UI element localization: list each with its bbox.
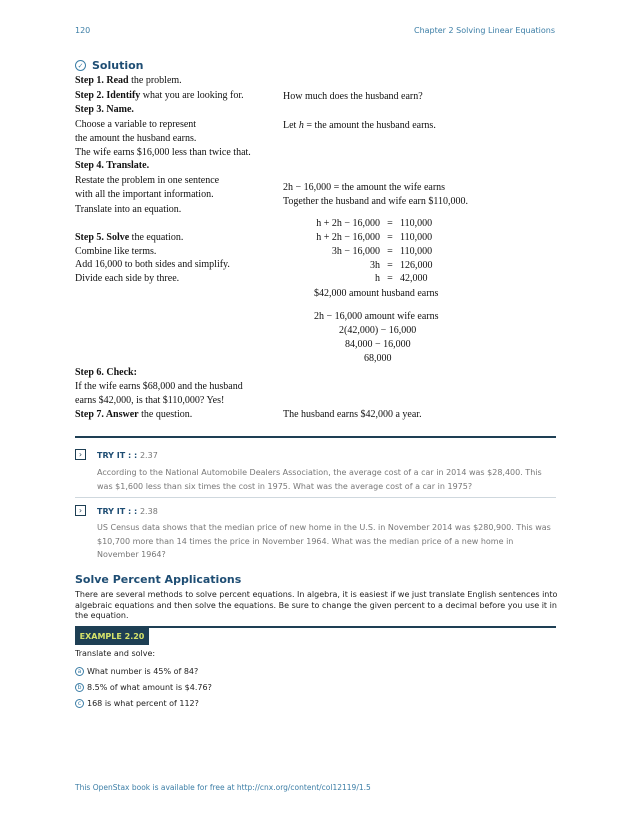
try-it-text-2: US Census data shows that the median price of new home in the U.S. in November 2014 was $280,900. This was $10,700 more than 14 times the price in November 1964. What was the median price of a new home in November 1964? <box>97 523 551 559</box>
step-6: Step 6. Check: <box>75 367 137 378</box>
example-item-b: b 8.5% of what amount is $4.76? <box>75 683 212 692</box>
try-it-toggle-2[interactable] <box>75 505 86 516</box>
page-number: 120 <box>75 26 91 35</box>
eq-3-rhs: 110,000 <box>400 246 433 257</box>
step-4: Step 4. Translate. <box>75 160 150 171</box>
eq-3-op: = <box>387 246 393 257</box>
eq-5-lhs: h <box>375 273 380 284</box>
try-it-divider <box>75 497 556 498</box>
step-4-answer-1: 2h − 16,000 = the amount the wife earns <box>283 182 446 193</box>
step-1: Step 1. Read the problem. <box>75 75 182 86</box>
wife-calc-2: 2(42,000) − 16,000 <box>339 325 417 336</box>
step-3-line-1: Choose a variable to represent <box>75 119 197 130</box>
step-5-line-2: Add 16,000 to both sides and simplify. <box>75 259 230 270</box>
solution-divider <box>75 436 556 438</box>
eq-2-rhs: 110,000 <box>400 232 433 243</box>
step-4-line-1: Restate the problem in one sentence <box>75 175 220 186</box>
chapter-title: Chapter 2 Solving Linear Equations <box>413 26 555 35</box>
eq-4-op: = <box>387 260 393 271</box>
try-it-label-1: TRY IT : : 2.37 <box>97 451 158 460</box>
eq-5-rhs: 42,000 <box>400 273 428 284</box>
eq-1-op: = <box>387 218 393 229</box>
step-5-line-3: Divide each side by three. <box>75 273 180 284</box>
try-it-text-1: According to the National Automobile Dealers Association, the average cost of a car in 2014 was $28,400. This was $1,600 less than six times the cost in 1975. What was the average cost of a car in 1975? <box>97 468 542 491</box>
step-4-answer-2: Together the husband and wife earn $110,000. <box>283 196 468 207</box>
eq-1-lhs: h + 2h − 16,000 <box>316 218 380 229</box>
example-tag: EXAMPLE 2.20 <box>75 628 149 645</box>
wife-calc-4: 68,000 <box>364 353 392 364</box>
eq-4-rhs: 126,000 <box>400 260 433 271</box>
eq-5-op: = <box>387 273 393 284</box>
solution-title: Solution <box>92 59 144 72</box>
step-5: Step 5. Solve the equation. <box>75 232 184 243</box>
check-circle-icon: ✓ <box>75 60 86 71</box>
step-6-line-1: If the wife earns $68,000 and the husband <box>75 381 243 392</box>
try-it-toggle-1[interactable] <box>75 449 86 460</box>
step-3-line-3: The wife earns $16,000 less than twice that. <box>75 147 251 158</box>
wife-calc-3: 84,000 − 16,000 <box>345 339 411 350</box>
step-6-line-2: earns $42,000, is that $110,000? Yes! <box>75 395 225 406</box>
eq-2-lhs: h + 2h − 16,000 <box>316 232 380 243</box>
step-4-line-2: with all the important information. <box>75 189 214 200</box>
section-body: There are several methods to solve percent equations. In algebra, it is easiest if we just translate English sentences into algebraic equations and then solve the equations. Be sure to change the given percent to a decimal before you use it in the equation. <box>75 590 558 620</box>
step-3: Step 3. Name. <box>75 104 134 115</box>
step-4-line-3: Translate into an equation. <box>75 204 182 215</box>
chevron-right-icon: › <box>78 450 83 459</box>
section-title: Solve Percent Applications <box>75 573 242 586</box>
letter-a-icon: a <box>75 667 84 676</box>
chevron-right-icon: › <box>78 506 83 515</box>
solution-heading <box>75 59 144 72</box>
step-7-answer: The husband earns $42,000 a year. <box>283 409 422 420</box>
eq-3-lhs: 3h − 16,000 <box>331 246 380 257</box>
husband-result: $42,000 amount husband earns <box>314 288 439 299</box>
eq-4-lhs: 3h <box>370 260 380 271</box>
example-item-c: c 168 is what percent of 112? <box>75 699 199 708</box>
step-2: Step 2. Identify what you are looking for. <box>75 90 244 101</box>
example-intro: Translate and solve: <box>75 649 156 658</box>
step-2-answer: How much does the husband earn? <box>283 91 423 102</box>
letter-c-icon: c <box>75 699 84 708</box>
step-3-line-2: the amount the husband earns. <box>75 133 197 144</box>
wife-calc-1: 2h − 16,000 amount wife earns <box>314 311 439 322</box>
eq-2-op: = <box>387 232 393 243</box>
footer-link[interactable]: This OpenStax book is available for free at http://cnx.org/content/col12119/1.5 <box>75 783 371 792</box>
example-item-a: a What number is 45% of 84? <box>75 667 198 676</box>
step-3-answer: Let h = the amount the husband earns. <box>283 120 436 131</box>
step-5-line-1: Combine like terms. <box>75 246 157 257</box>
letter-b-icon: b <box>75 683 84 692</box>
try-it-label-2: TRY IT : : 2.38 <box>97 507 158 516</box>
step-7: Step 7. Answer the question. <box>75 409 193 420</box>
eq-1-rhs: 110,000 <box>400 218 433 229</box>
